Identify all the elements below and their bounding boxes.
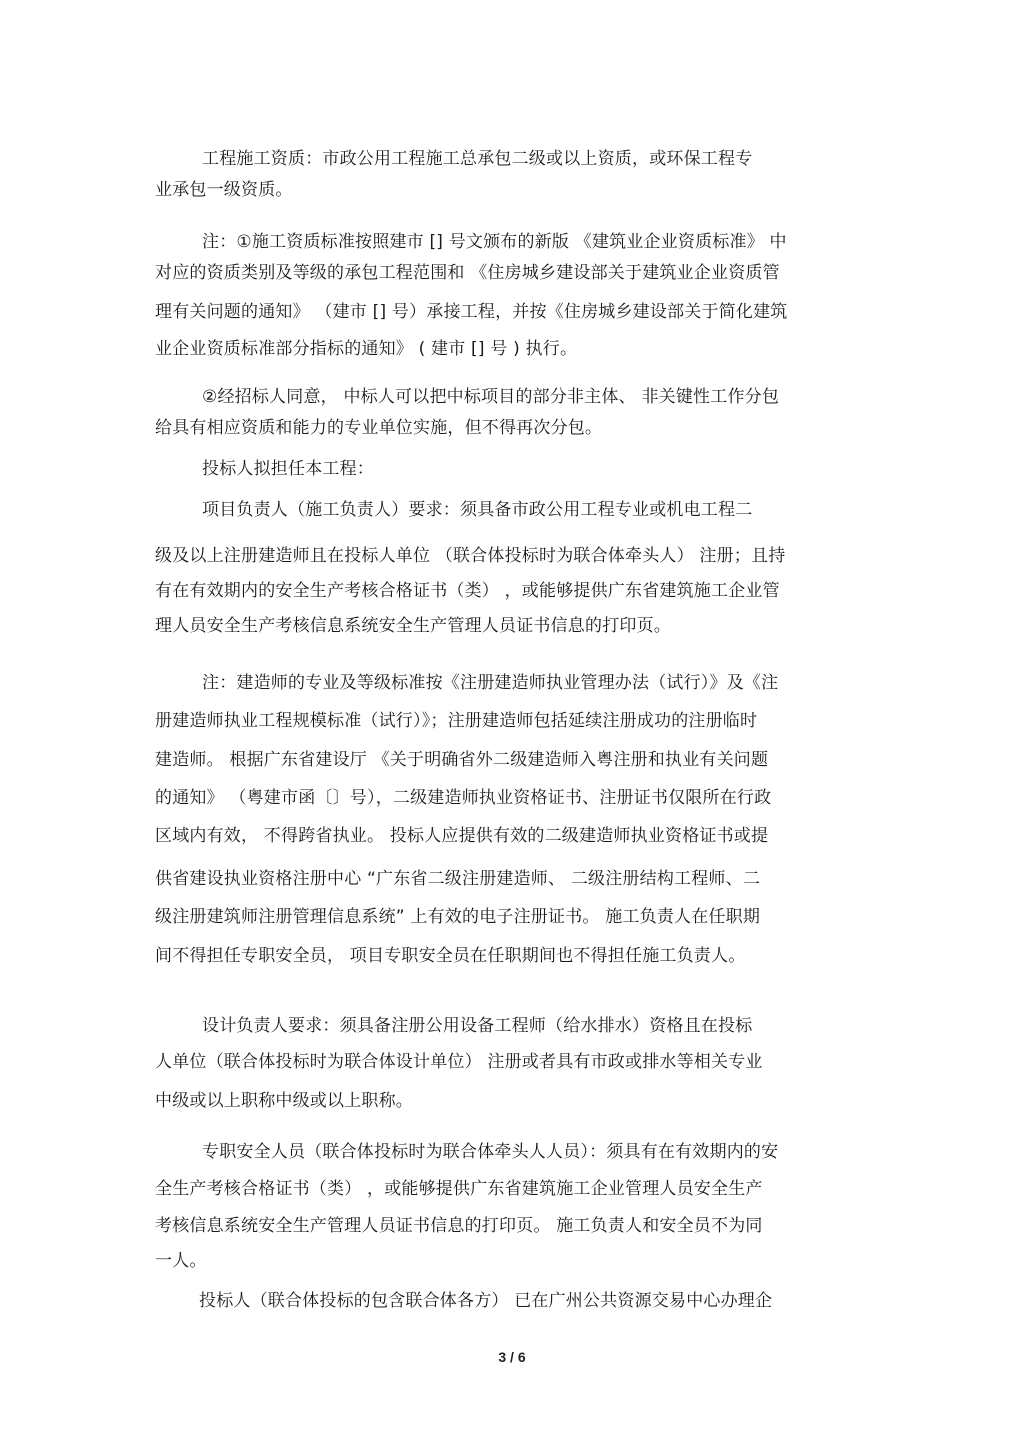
page-number: 3 / 6 <box>498 1349 526 1365</box>
section-heading: 投标人拟担任本工程： <box>202 459 374 479</box>
text-line: 工程施工资质：市政公用工程施工总承包二级或以上资质，或环保工程专 <box>202 149 753 169</box>
text-line: 对应的资质类别及等级的承包工程范围和 《住房城乡建设部关于建筑业企业资质管 <box>155 263 780 283</box>
text-line: 注：建造师的专业及等级标准按《注册建造师执业管理办法（试行）》及《注 <box>202 673 779 693</box>
text-line: 的通知》 （粤建市函〔〕号），二级建造师执业资格证书、注册证书仅限所在行政 <box>155 788 772 808</box>
text-line: 供省建设执业资格注册中心 “广东省二级注册建造师、 二级注册结构工程师、二 <box>155 869 761 889</box>
text-line: 人单位（联合体投标时为联合体设计单位） 注册或者具有市政或排水等相关专业 <box>155 1052 763 1072</box>
text-line: 投标人（联合体投标的包含联合体各方） 已在广州公共资源交易中心办理企 <box>199 1291 773 1311</box>
text-line: 专职安全人员（联合体投标时为联合体牵头人人员）：须具有在有效期内的安 <box>202 1142 779 1162</box>
text-line: 级及以上注册建造师且在投标人单位 （联合体投标时为联合体牵头人） 注册；且持 <box>155 546 786 566</box>
text-line: 有在有效期内的安全生产考核合格证书（类） ，或能够提供广东省建筑施工企业管 <box>155 581 780 601</box>
text-line: 一人。 <box>155 1251 207 1271</box>
text-line: 区域内有效， 不得跨省执业。 投标人应提供有效的二级建造师执业资格证书或提 <box>155 826 769 846</box>
text-line: 设计负责人要求：须具备注册公用设备工程师（给水排水）资格且在投标 <box>202 1016 753 1036</box>
text-line: 考核信息系统安全生产管理人员证书信息的打印页。 施工负责人和安全员不为同 <box>155 1216 763 1236</box>
text-line: 业承包一级资质。 <box>155 180 293 200</box>
text-line: 建造师。 根据广东省建设厅 《关于明确省外二级建造师入粤注册和执业有关问题 <box>155 750 769 770</box>
text-line: 理有关问题的通知》 （建市 [] 号）承接工程，并按《住房城乡建设部关于简化建筑 <box>155 302 788 322</box>
text-line: 全生产考核合格证书（类） ，或能够提供广东省建筑施工企业管理人员安全生产 <box>155 1179 763 1199</box>
text-line: ②经招标人同意， 中标人可以把中标项目的部分非主体、 非关键性工作分包 <box>202 387 780 407</box>
text-line: 给具有相应资质和能力的专业单位实施，但不得再次分包。 <box>155 418 603 438</box>
text-line: 业企业资质标准部分指标的通知》 ( 建市 [] 号 ) 执行。 <box>155 339 578 359</box>
text-line: 理人员安全生产考核信息系统安全生产管理人员证书信息的打印页。 <box>155 616 671 636</box>
text-line: 中级或以上职称中级或以上职称。 <box>155 1091 413 1111</box>
text-line: 项目负责人（施工负责人）要求：须具备市政公用工程专业或机电工程二 <box>202 500 753 520</box>
text-line: 注：①施工资质标准按照建市 [] 号文颁布的新版 《建筑业企业资质标准》 中 <box>202 232 787 252</box>
text-line: 级注册建筑师注册管理信息系统” 上有效的电子注册证书。 施工负责人在任职期 <box>155 907 761 927</box>
text-line: 间不得担任专职安全员， 项目专职安全员在任职期间也不得担任施工负责人。 <box>155 946 746 966</box>
text-line: 册建造师执业工程规模标准（试行）》；注册建造师包括延续注册成功的注册临时 <box>155 711 758 731</box>
